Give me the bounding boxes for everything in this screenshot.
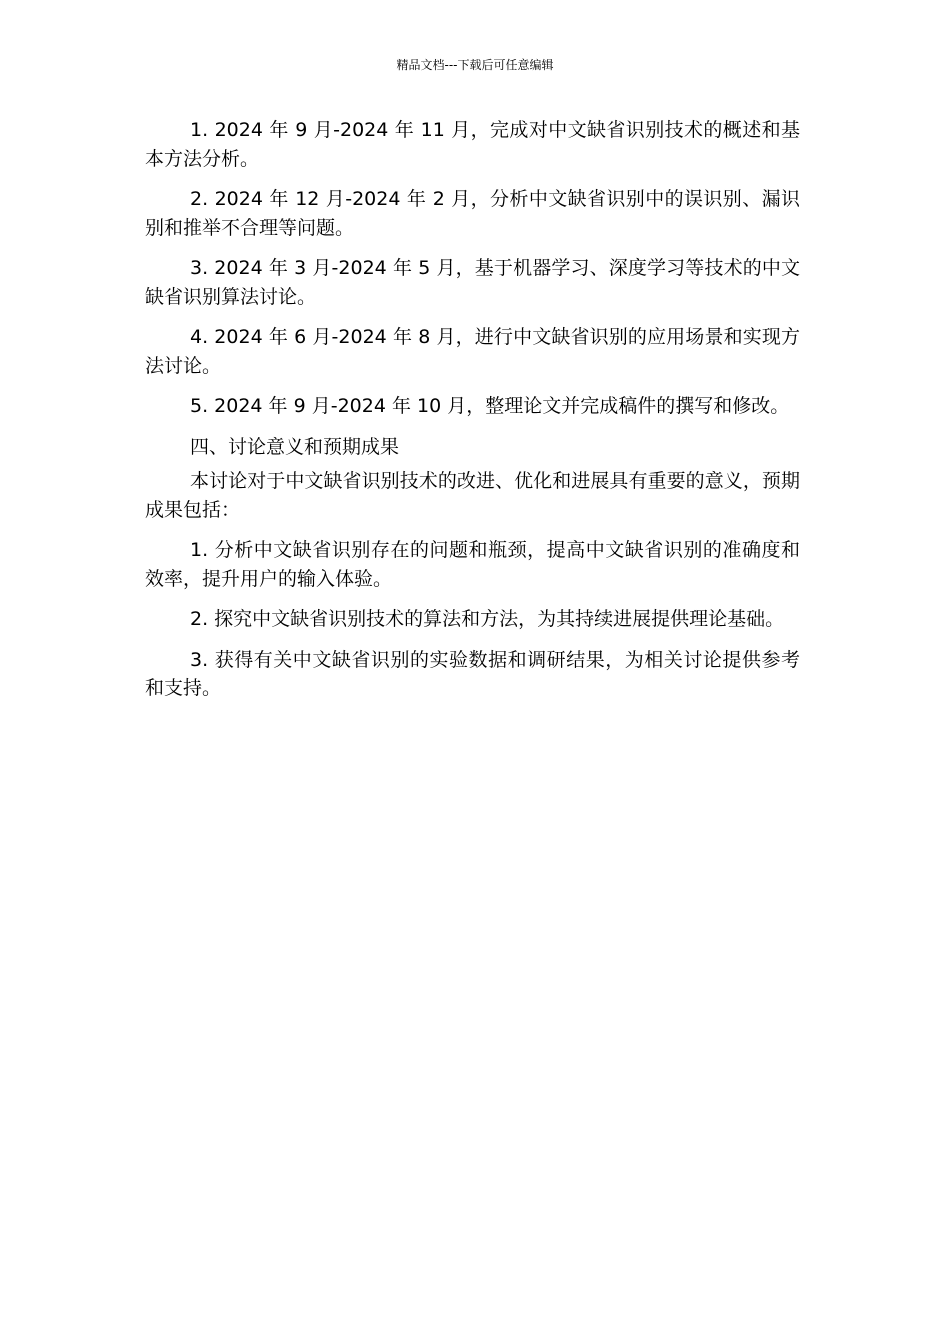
outcome-item-1: 1. 分析中文缺省识别存在的问题和瓶颈，提高中文缺省识别的准确度和效率，提升用户的输入体验。 xyxy=(145,539,800,590)
outcome-item-3: 3. 获得有关中文缺省识别的实验数据和调研结果，为相关讨论提供参考和支持。 xyxy=(145,648,800,699)
section-heading: 四、讨论意义和预期成果 xyxy=(190,435,400,458)
schedule-item-1: 1. 2024 年 9 月-2024 年 11 月，完成对中文缺省识别技术的概述和基本方法分析。 xyxy=(145,119,800,170)
document-body xyxy=(145,116,800,715)
schedule-item-5: 5. 2024 年 9 月-2024 年 10 月，整理论文并完成稿件的撰写和修改。 xyxy=(190,395,790,417)
section-intro: 本讨论对于中文缺省识别技术的改进、优化和进展具有重要的意义，预期成果包括： xyxy=(145,470,800,521)
schedule-item-4: 4. 2024 年 6 月-2024 年 8 月，进行中文缺省识别的应用场景和实现方法讨论。 xyxy=(145,326,800,377)
schedule-item-2: 2. 2024 年 12 月-2024 年 2 月，分析中文缺省识别中的误识别、漏识别和推举不合理等问题。 xyxy=(145,188,800,239)
page-header: 精品文档---下载后可任意编辑 xyxy=(396,58,554,72)
schedule-item-3: 3. 2024 年 3 月-2024 年 5 月，基于机器学习、深度学习等技术的中文缺省识别算法讨论。 xyxy=(145,257,800,308)
outcome-item-2: 2. 探究中文缺省识别技术的算法和方法，为其持续进展提供理论基础。 xyxy=(190,608,785,630)
